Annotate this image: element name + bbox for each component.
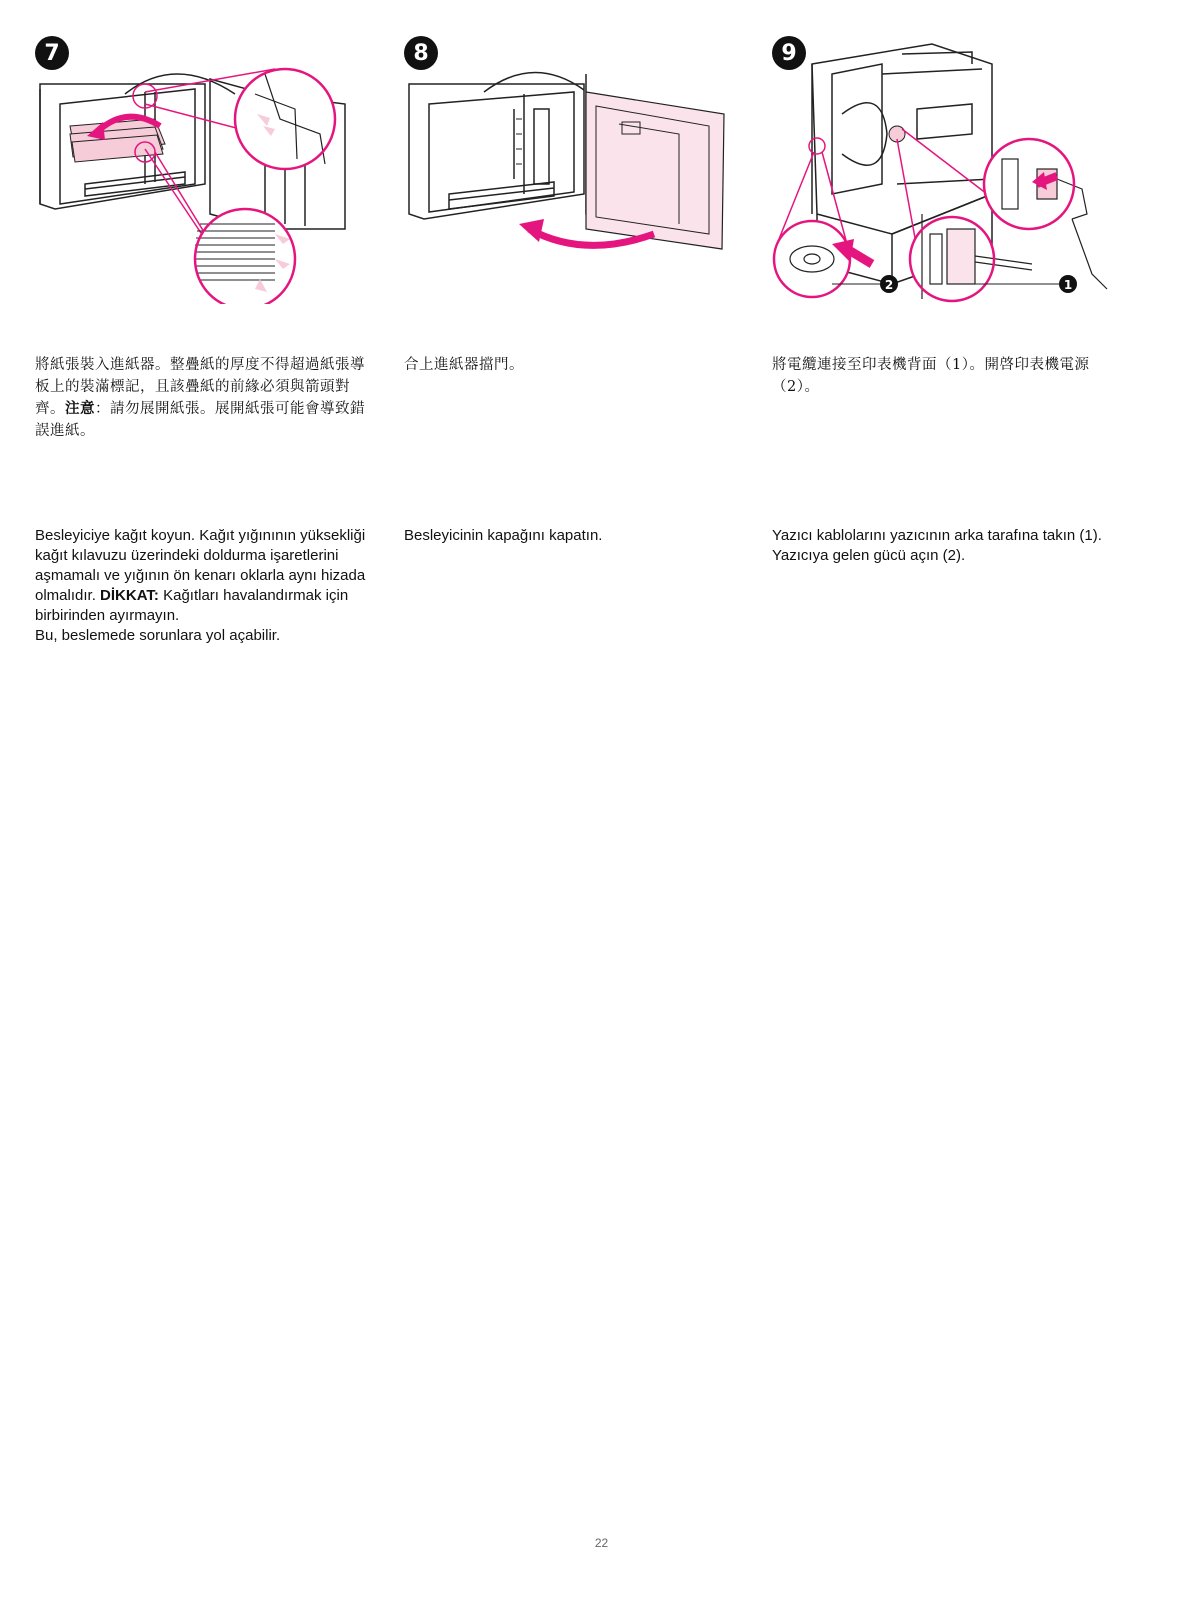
step-9-chinese-text: 將電纜連接至印表機背面（1）。開啓印表機電源（2）。 (772, 357, 1090, 395)
paper-stack-loading-icon (35, 34, 375, 304)
step-7-tr-main: Besleyiciye kağıt koyun. Kağıt yığınının yüksekliği kağıt kılavuzu üzerindeki doldurma işaretlerini aşmamalı ve yığının ön kenarı oklarla aynı hizada olmalıdır. (35, 527, 366, 604)
step-8-chinese-text: 合上進紙器擋門。 (404, 357, 524, 373)
step-9-turkish-text: Yazıcı kablolarını yazıcının arka tarafına takın (1). Yazıcıya gelen gücü açın (2). (772, 527, 1102, 564)
step-9 (772, 34, 1112, 564)
step-9-illustration (772, 34, 1112, 304)
step-7-turkish-text (35, 526, 375, 646)
step-8-illustration (404, 34, 744, 304)
step-7-zh-warning-label: 注意 (65, 401, 95, 417)
callout-1-label: 1 (1063, 278, 1073, 292)
step-8 (404, 34, 744, 544)
step-7-badge: 7 (35, 36, 69, 70)
step-8-turkish-text: Besleyicinin kapağını kapatın. (404, 527, 603, 544)
power-cable-connect-icon (772, 34, 1112, 304)
feeder-door-close-icon (404, 34, 744, 304)
step-7-chinese-text (35, 354, 375, 442)
step-7-zh-warning: ：請勿展開紙張。展開紙張可能會導致錯誤進紙。 (35, 401, 365, 439)
step-7-zh-main: 將紙張裝入進紙器。整疊紙的厚度不得超過紙張導板上的裝滿標記，且該疊紙的前緣必須與箭頭對齊。 (35, 357, 365, 417)
step-9-badge: 9 (772, 36, 806, 70)
step-8-badge: 8 (404, 36, 438, 70)
step-7-tr-warning-label: DİKKAT: (100, 587, 159, 604)
step-7-tr-warning: Kağıtları havalandırmak için birbirinden ayırmayın. (35, 587, 349, 624)
step-7 (35, 34, 375, 644)
page-number: 22 (594, 1536, 609, 1550)
callout-2-label: 2 (884, 278, 894, 292)
step-7-tr-warning-note: Bu, beslemede sorunlara yol açabilir. (35, 627, 281, 644)
step-7-illustration (35, 34, 375, 304)
